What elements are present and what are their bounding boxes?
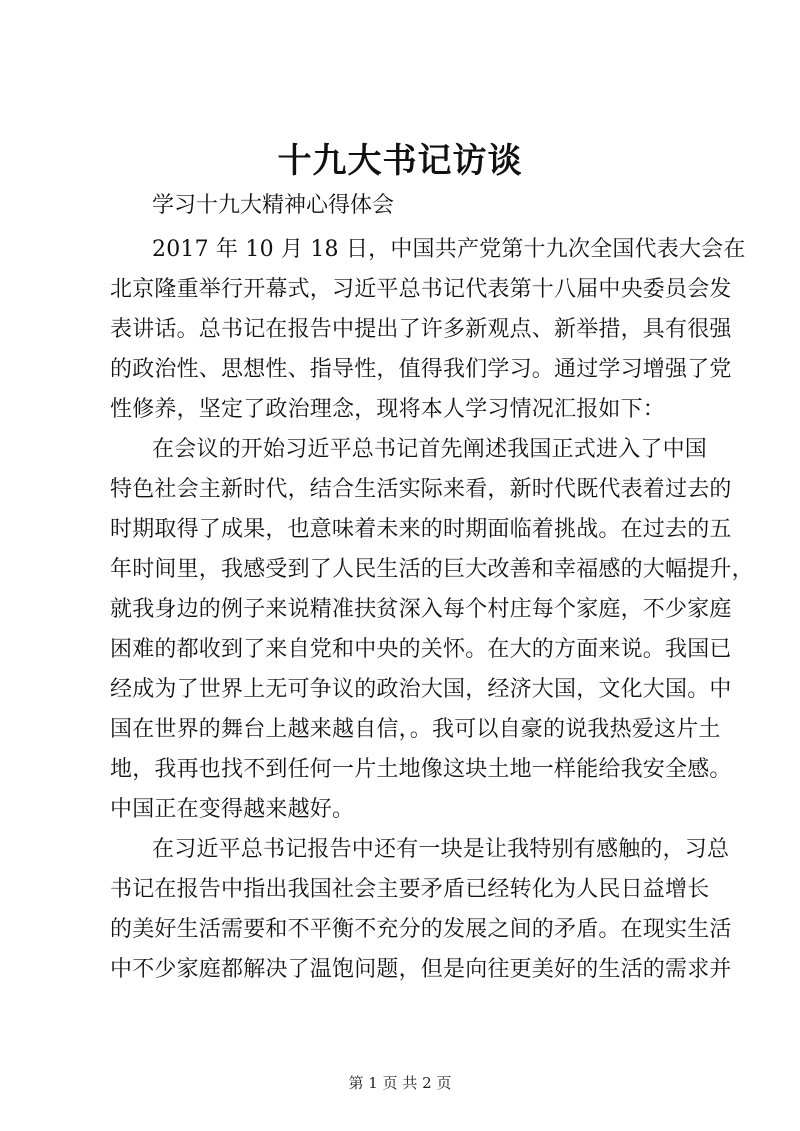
text-line-6: 在会议的开始习近平总书记首先阐述我国正式进入了中国	[152, 437, 708, 462]
text-line-11: 困难的都收到了来自党和中央的关怀。在大的方面来说。我国已	[110, 637, 732, 662]
text-line-3: 表讲话。总书记在报告中提出了许多新观点、新举措，具有很强	[110, 317, 732, 342]
text-line-9: 年时间里，我感受到了人民生活的巨大改善和幸福感的大幅提升，	[110, 557, 754, 582]
text-line-12: 经成为了世界上无可争议的政治大国，经济大国，文化大国。中	[110, 677, 732, 702]
page-number-footer: 第 1 页 共 2 页	[348, 1074, 452, 1092]
text-line-17: 书记在报告中指出我国社会主要矛盾已经转化为人民日益增长	[110, 877, 710, 902]
text-line-13: 国在世界的舞台上越来越自信，。我可以自豪的说我热爱这片土	[110, 717, 721, 742]
text-line-10: 就我身边的例子来说精准扶贫深入每个村庄每个家庭，不少家庭	[110, 597, 732, 622]
text-line-4: 的政治性、思想性、指导性，值得我们学习。通过学习增强了党	[110, 357, 732, 382]
text-line-16: 在习近平总书记报告中还有一块是让我特别有感触的，习总	[152, 837, 730, 862]
text-line-8: 时期取得了成果，也意味着未来的时期面临着挑战。在过去的五	[110, 517, 732, 542]
text-line-5: 性修养，坚定了政治理念，现将本人学习情况汇报如下：	[110, 397, 666, 422]
document-subtitle: 学习十九大精神心得体会	[152, 193, 395, 218]
text-line-14: 地，我再也找不到任何一片土地像这块土地一样能给我安全感。	[110, 757, 732, 782]
text-line-19: 中不少家庭都解决了温饱问题，但是向往更美好的生活的需求并	[110, 957, 732, 982]
text-line-7: 特色社会主新时代，结合生活实际来看，新时代既代表着过去的	[110, 477, 732, 502]
text-line-1: 2017 年 10 月 18 日，中国共产党第十九次全国代表大会在	[152, 237, 746, 262]
document-title: 十九大书记访谈	[277, 141, 523, 181]
text-line-15: 中国正在变得越来越好。	[110, 797, 355, 822]
text-line-18: 的美好生活需要和不平衡不充分的发展之间的矛盾。在现实生活	[110, 917, 732, 942]
text-line-2: 北京隆重举行开幕式，习近平总书记代表第十八届中央委员会发	[110, 277, 732, 302]
